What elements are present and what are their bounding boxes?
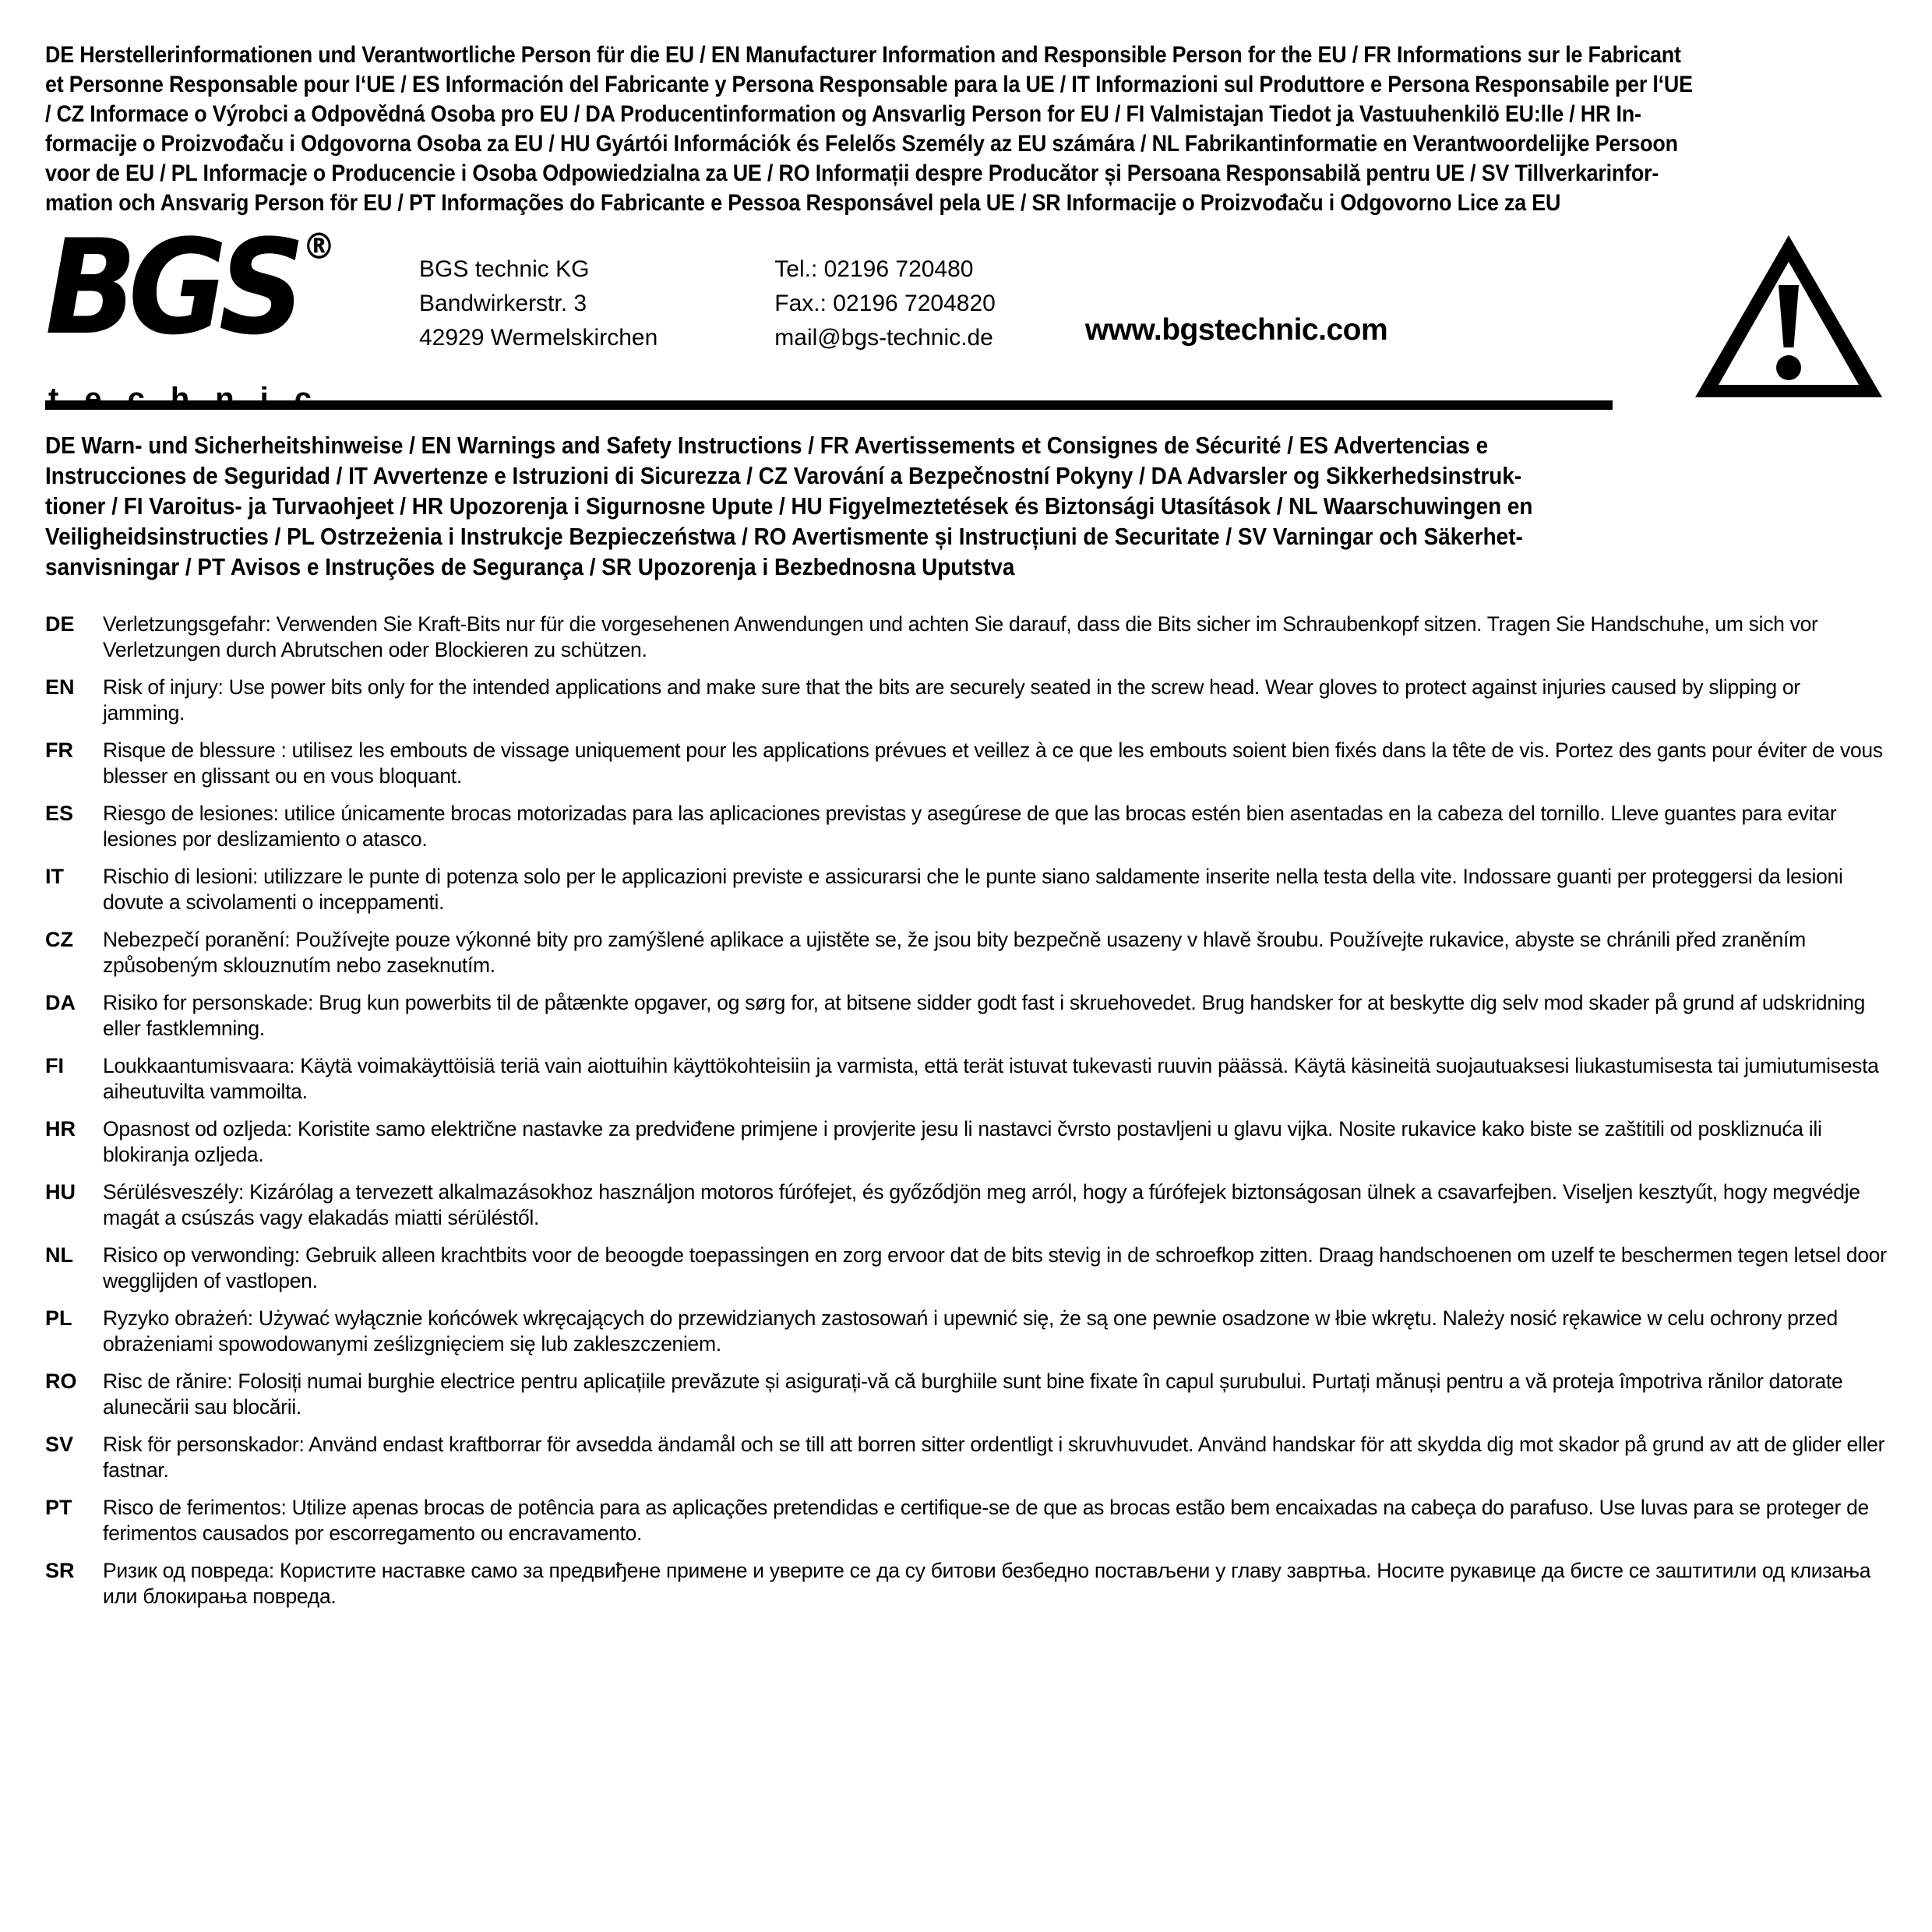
logo-wordmark: [45, 211, 336, 379]
warning-text: Risiko for personskade: Brug kun powerbits til de påtænkte opgaver, og sørg for, at bitsene sidder godt fast i skruehovedet. Brug handsker for at beskytte dig selv mod skader på grund af udskridning eller fastklemning.: [103, 991, 1866, 1040]
warning-text: Rischio di lesioni: utilizzare le punte di potenza solo per le applicazioni previste e assicurarsi che le punte siano saldamente inserite nella testa della vite. Indossare guanti per proteggersi da lesioni dovute a scivolamenti o inceppamenti.: [103, 865, 1843, 914]
warning-text: Loukkaantumisvaara: Käytä voimakäyttöisiä teriä vain aiottuihin käyttökohteisiin ja varmista, että terät istuvat tukevasti ruuvin päässä. Käytä käsineitä suojautuaksesi liukastumisesta tai jumiutumisesta aiheutuvilta vammoilta.: [103, 1054, 1879, 1103]
warning-lang-code: FI: [45, 1054, 64, 1077]
warning-lang-code: SR: [45, 1559, 75, 1582]
warning-text: Risque de blessure : utilisez les embouts de vissage uniquement pour les applications prévues et veillez à ce que les embouts soient bien fixés dans la tête de vis. Portez des gants pour éviter de vous blesser en glissant ou en vous bloquant.: [103, 739, 1883, 788]
header-line: DE Herstellerinformationen und Verantwortliche Person für die EU / EN Manufacturer Information and Responsible Person for the EU / FR Informations sur le Fabricant: [45, 42, 1681, 68]
warning-lang-code: DE: [45, 612, 75, 636]
warnings-header-line: Veiligheidsinstructies / PL Ostrzeżenia i Instrukcje Bezpieczeństwa / RO Avertismente și Instrucțiuni de Securitate / SV Varningar och Säkerhet-: [45, 523, 1523, 550]
warning-lang-code: IT: [45, 865, 64, 888]
warning-entry-de: [45, 612, 1887, 663]
logo-subtext: technic: [48, 382, 338, 416]
bgs-logo: [45, 211, 357, 417]
header-line: voor de EU / PL Informacje o Producencie i Osoba Odpowiedzialna za UE / RO Informații despre Producător și Persoana Responsabilă pentru UE / SV Tillverkarinfor-: [45, 160, 1659, 186]
warning-lang-code: FR: [45, 739, 73, 762]
warning-text: Risk of injury: Use power bits only for the intended applications and make sure that the bits are securely seated in the screw head. Wear gloves to protect against injuries caused by slipping or jamming.: [103, 675, 1800, 724]
warning-lang-code: RO: [45, 1370, 77, 1393]
warning-text: Risico op verwonding: Gebruik alleen krachtbits voor de beoogde toepassingen en zorg ervoor dat de bits stevig in de schroefkop zitten. Draag handschoenen om uzelf te beschermen tegen letsel door wegglijden of vastlopen.: [103, 1243, 1887, 1292]
warning-entry-nl: [45, 1243, 1887, 1294]
company-contact: [774, 252, 996, 355]
header-line: mation och Ansvarig Person för EU / PT Informações do Fabricante e Pessoa Responsável pela UE / SR Informacije o Proizvođaču i Odgovorno Lice za EU: [45, 190, 1561, 216]
warning-entry-fr: [45, 738, 1887, 789]
warning-lang-code: PL: [45, 1306, 72, 1330]
header-line: / CZ Informace o Výrobci a Odpovědná Osoba pro EU / DA Producentinformation og Ansvarlig Person for EU / FI Valmistajan Tiedot ja Vastuuhenkilö EU:lle / HR In-: [45, 101, 1641, 127]
email-address: mail@bgs-technic.de: [774, 325, 993, 351]
manufacturer-info-header: [45, 41, 1887, 218]
warning-lang-code: DA: [45, 991, 76, 1014]
warning-entry-sv: [45, 1432, 1887, 1483]
warning-entry-ro: [45, 1369, 1887, 1420]
warning-text: Sérülésveszély: Kizárólag a tervezett alkalmazásokhoz használjon motoros fúrófejet, és győződjön meg arról, hogy a fúrófejek biztonságosan ülnek a csavarfejben. Viseljen kesztyűt, hogy megvédje magát a csúszás vagy elakadás miatti sérüléstől.: [103, 1180, 1860, 1229]
fax-number: Fax.: 02196 7204820: [774, 291, 996, 316]
warning-lang-code: NL: [45, 1243, 73, 1267]
warning-text: Nebezpečí poranění: Používejte pouze výkonné bity pro zamýšlené aplikace a ujistěte se, že jsou bity bezpečně usazeny v hlavě šroubu. Používejte rukavice, abyste se chránili před zraněním způsobeným sklouznutím nebo zaseknutím.: [103, 928, 1806, 977]
warning-entry-fi: [45, 1053, 1887, 1105]
warning-entry-es: [45, 801, 1887, 852]
warning-entry-hr: [45, 1116, 1887, 1168]
warning-lang-code: PT: [45, 1496, 72, 1519]
header-line: formacije o Proizvođaču i Odgovorna Osoba za EU / HU Gyártói Információk és Felelős Személy az EU számára / NL Fabrikantinformatie en Verantwoordelijke Persoon: [45, 131, 1678, 157]
warnings-header: [45, 430, 1887, 582]
warnings-header-line: tioner / FI Varoitus- ja Turvaohjeet / HR Upozorenja i Sigurnosne Upute / HU Figyelmeztetések és Biztonsági Utasítások / NL Waarschuwingen en: [45, 492, 1533, 520]
warning-entry-pl: [45, 1306, 1887, 1357]
phone-number: Tel.: 02196 720480: [774, 256, 974, 282]
warning-entry-it: [45, 864, 1887, 915]
warning-lang-code: SV: [45, 1433, 74, 1456]
warning-text: Verletzungsgefahr: Verwenden Sie Kraft-Bits nur für die vorgesehenen Anwendungen und achten Sie darauf, dass die Bits sicher im Schraubenkopf sitzen. Tragen Sie Handschuhe, um sich vor Verletzungen durch Abrutschen oder Blockieren zu schützen.: [103, 612, 1818, 661]
warning-entry-da: [45, 990, 1887, 1042]
company-street: Bandwirkerstr. 3: [419, 291, 587, 316]
warnings-header-line: Instrucciones de Seguridad / IT Avvertenze e Istruzioni di Sicurezza / CZ Varování a Bezpečnostní Pokyny / DA Advarsler og Sikkerhedsinstruk-: [45, 462, 1522, 489]
header-line: et Personne Responsable pour l‘UE / ES Información del Fabricante y Persona Responsable para la UE / IT Informazioni sul Produttore e Persona Responsabile per l‘UE: [45, 72, 1693, 97]
warning-text: Ryzyko obrażeń: Używać wyłącznie końcówek wkręcających do przewidzianych zastosowań i upewnić się, że są one pewnie osadzone w łbie wkrętu. Należy nosić rękawice w celu ochrony przed obrażeniami spowodowanymi ześlizgnięciem się lub zakleszczeniem.: [103, 1306, 1838, 1356]
warning-lang-code: CZ: [45, 928, 73, 951]
warning-lang-code: HU: [45, 1180, 76, 1204]
company-city: 42929 Wermelskirchen: [419, 325, 658, 351]
company-block: [45, 211, 1887, 416]
warning-text: Risco de ferimentos: Utilize apenas brocas de potência para as aplicações pretendidas e certifique-se de que as brocas estão bem encaixadas na cabeça do parafuso. Use luvas para se proteger de ferimentos causados por escorregamento ou encravamento.: [103, 1496, 1869, 1545]
company-address: [419, 252, 658, 355]
warning-entry-sr: [45, 1558, 1887, 1609]
warning-text: Opasnost od ozljeda: Koristite samo električne nastavke za predviđene primjene i provjerite jesu li nastavci čvrsto postavljeni u glavu vijka. Nosite rukavice kako biste se zaštitili od poskliznuća ili blokiranja ozljeda.: [103, 1117, 1822, 1166]
registered-trademark-icon: ®: [302, 225, 336, 267]
warning-entry-cz: [45, 927, 1887, 978]
warnings-header-line: sanvisningar / PT Avisos e Instruções de Segurança / SR Upozorenja i Bezbednosna Uputstva: [45, 553, 1015, 580]
warning-entry-hu: [45, 1179, 1887, 1231]
warning-lang-code: ES: [45, 802, 74, 825]
warning-lang-code: EN: [45, 675, 75, 699]
warnings-header-line: DE Warn- und Sicherheitshinweise / EN Warnings and Safety Instructions / FR Avertissements et Consignes de Sécurité / ES Advertencias e: [45, 432, 1489, 459]
warning-text: Riesgo de lesiones: utilice únicamente brocas motorizadas para las aplicaciones previstas y asegúrese de que las brocas estén bien asentadas en la cabeza del tornillo. Lleve guantes para evitar lesiones por deslizamiento o atasco.: [103, 802, 1837, 851]
warning-text: Risk för personskador: Använd endast kraftborrar för avsedda ändamål och se till att borren sitter ordentligt i skruvhuvudet. Använd handskar för att skydda dig mot skador på grund av att de glider eller fastnar.: [103, 1433, 1885, 1482]
warning-triangle-icon: [1690, 229, 1887, 406]
warning-entry-pt: [45, 1495, 1887, 1546]
warnings-list: [45, 612, 1887, 1609]
website-url: www.bgstechnic.com: [1084, 313, 1388, 347]
warning-entry-en: [45, 675, 1887, 726]
warning-text: Risc de rănire: Folosiți numai burghie electrice pentru aplicațiile prevăzute și asigurați-vă că burghiile sunt bine fixate în capul șurubului. Purtați mănuși pentru a vă proteja împotriva rănilor datorate alunecării sau blocării.: [103, 1370, 1843, 1419]
logo-text: BGS: [45, 211, 297, 364]
company-name: BGS technic KG: [419, 256, 590, 282]
warning-text: Ризик од повреда: Користите наставке само за предвиђене примене и уверите се да су битови безбедно постављени у главу завртња. Носите рукавице да бисте се заштитили од клизања или блокирања повреда.: [103, 1559, 1871, 1608]
warning-lang-code: HR: [45, 1117, 76, 1141]
